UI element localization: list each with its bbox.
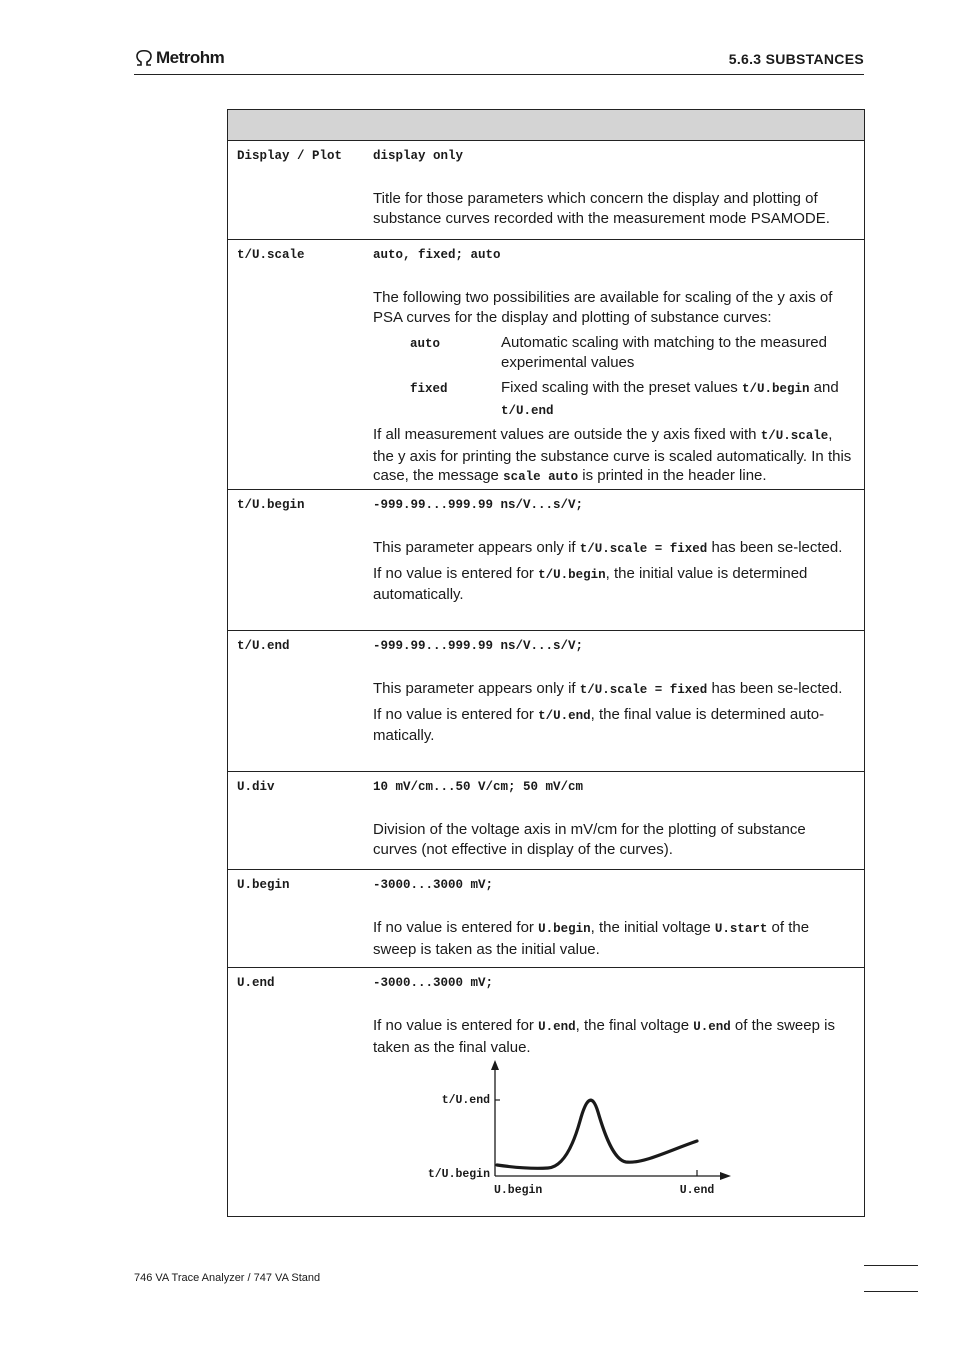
x-left-label: U.begin [494,1184,543,1197]
scaling-diagram [228,1056,864,1216]
text-run: , the y axis for printing the substance curve is scaled automatically. In this case, the message [373,426,852,484]
code-run: t/U.begin [538,567,606,582]
table-row [228,141,864,240]
table-row [228,631,864,772]
parameter-range: -999.99...999.99 ns/V...s/V; [373,639,584,653]
code-run: U.begin [538,922,591,936]
code-run: t/U.end [538,708,591,723]
table-row [228,490,864,631]
y-top-label: t/U.end [441,1094,490,1107]
text-run: of the sweep is taken as the final value. [373,1017,835,1056]
parameter-name: t/U.scale [237,248,305,262]
table-row [228,870,864,968]
description-text [373,679,852,701]
option-key: auto [410,337,441,351]
parameter-table [227,109,865,1217]
parameter-range: -3000...3000 mV; [373,878,494,892]
y-axis-arrow [491,1060,499,1070]
text-run: If no value is entered for [373,705,539,723]
text-run: If no value is entered for [373,1017,539,1034]
substance-curve [497,1100,697,1168]
description-text [373,705,852,746]
text-run: If no value is entered for [373,919,539,936]
description-text: Division of the voltage axis in mV/cm for the plotting of substance curves (not effective in display of the curves). [373,821,806,858]
text-run: has been se-lected. [707,680,843,697]
text-run: , the initial voltage [590,919,715,936]
footer-rule-bottom [864,1291,918,1292]
parameter-range: display only [373,149,464,163]
text-run: This parameter appears only if [373,680,580,697]
metrohm-omega-icon [134,49,154,67]
table-row [228,240,864,490]
code-run: U.start [714,922,768,936]
description-text [373,564,852,605]
text-run: is printed in the header line. [578,467,767,484]
description-text [373,918,852,959]
description-text: Title for those parameters which concern the display and plotting of substance curves recorded with the measurement mode PSAMODE. [373,190,830,227]
parameter-name: U.div [237,780,275,794]
code-run: t/U.scale = fixed [579,683,708,697]
option-text: Automatic scaling with matching to the measured experimental values [501,334,827,371]
code-run: U.end [693,1020,731,1034]
table-header-band [228,110,864,141]
footer-product: 746 VA Trace Analyzer / 747 VA Stand [134,1272,321,1284]
option-item [373,333,852,372]
description-text [373,425,852,488]
code-run: scale auto [503,470,579,484]
table-row [228,772,864,870]
parameter-name: t/U.end [237,639,290,653]
text-run: Fixed scaling with the preset values [501,379,742,396]
parameter-range: -3000...3000 mV; [373,976,494,990]
text-run: and [809,379,839,396]
code-run: t/U.scale [760,429,829,443]
code-run: t/U.begin [741,382,810,396]
text-run: If no value is entered for [373,564,539,582]
text-run: , the initial value is determined automatically. [373,564,808,603]
x-right-label: U.end [679,1184,715,1197]
parameter-range: -999.99...999.99 ns/V...s/V; [373,498,584,512]
footer-rule-top [864,1265,918,1266]
text-run: This parameter appears only if [373,539,580,556]
parameter-range: auto, fixed; auto [373,248,501,262]
parameter-name: Display / Plot [237,149,343,163]
code-run: U.end [538,1020,576,1034]
option-text [501,378,852,421]
section-title: 5.6.3 SUBSTANCES [728,51,864,67]
parameter-name: U.begin [237,878,290,892]
page-header [134,44,864,75]
brand-logo [134,48,224,68]
table-row [228,968,864,1216]
parameter-range: 10 mV/cm...50 V/cm; 50 mV/cm [373,780,584,794]
brand-name: Metrohm [156,48,225,67]
parameter-name: U.end [237,976,275,990]
code-run: t/U.end [501,403,554,418]
description-text [373,538,852,560]
parameter-name: t/U.begin [237,498,305,512]
text-run: , the final voltage [575,1017,694,1034]
text-run: , the final value is determined auto-matically. [373,705,825,744]
option-item [373,378,852,421]
parameter-description [373,240,864,502]
text-run: If all measurement values are outside the y axis fixed with [373,426,761,443]
text-run: has been se-lected. [707,539,843,556]
option-key: fixed [410,382,448,396]
description-text: The following two possibilities are available for scaling of the y axis of PSA curves for the display and plotting of substance curves: [373,289,833,326]
text-run: of the sweep is taken as the initial value. [373,919,810,958]
x-axis-arrow [720,1172,731,1180]
code-run: t/U.scale = fixed [579,542,708,556]
description-text [373,1016,852,1057]
y-bottom-label: t/U.begin [427,1168,490,1181]
